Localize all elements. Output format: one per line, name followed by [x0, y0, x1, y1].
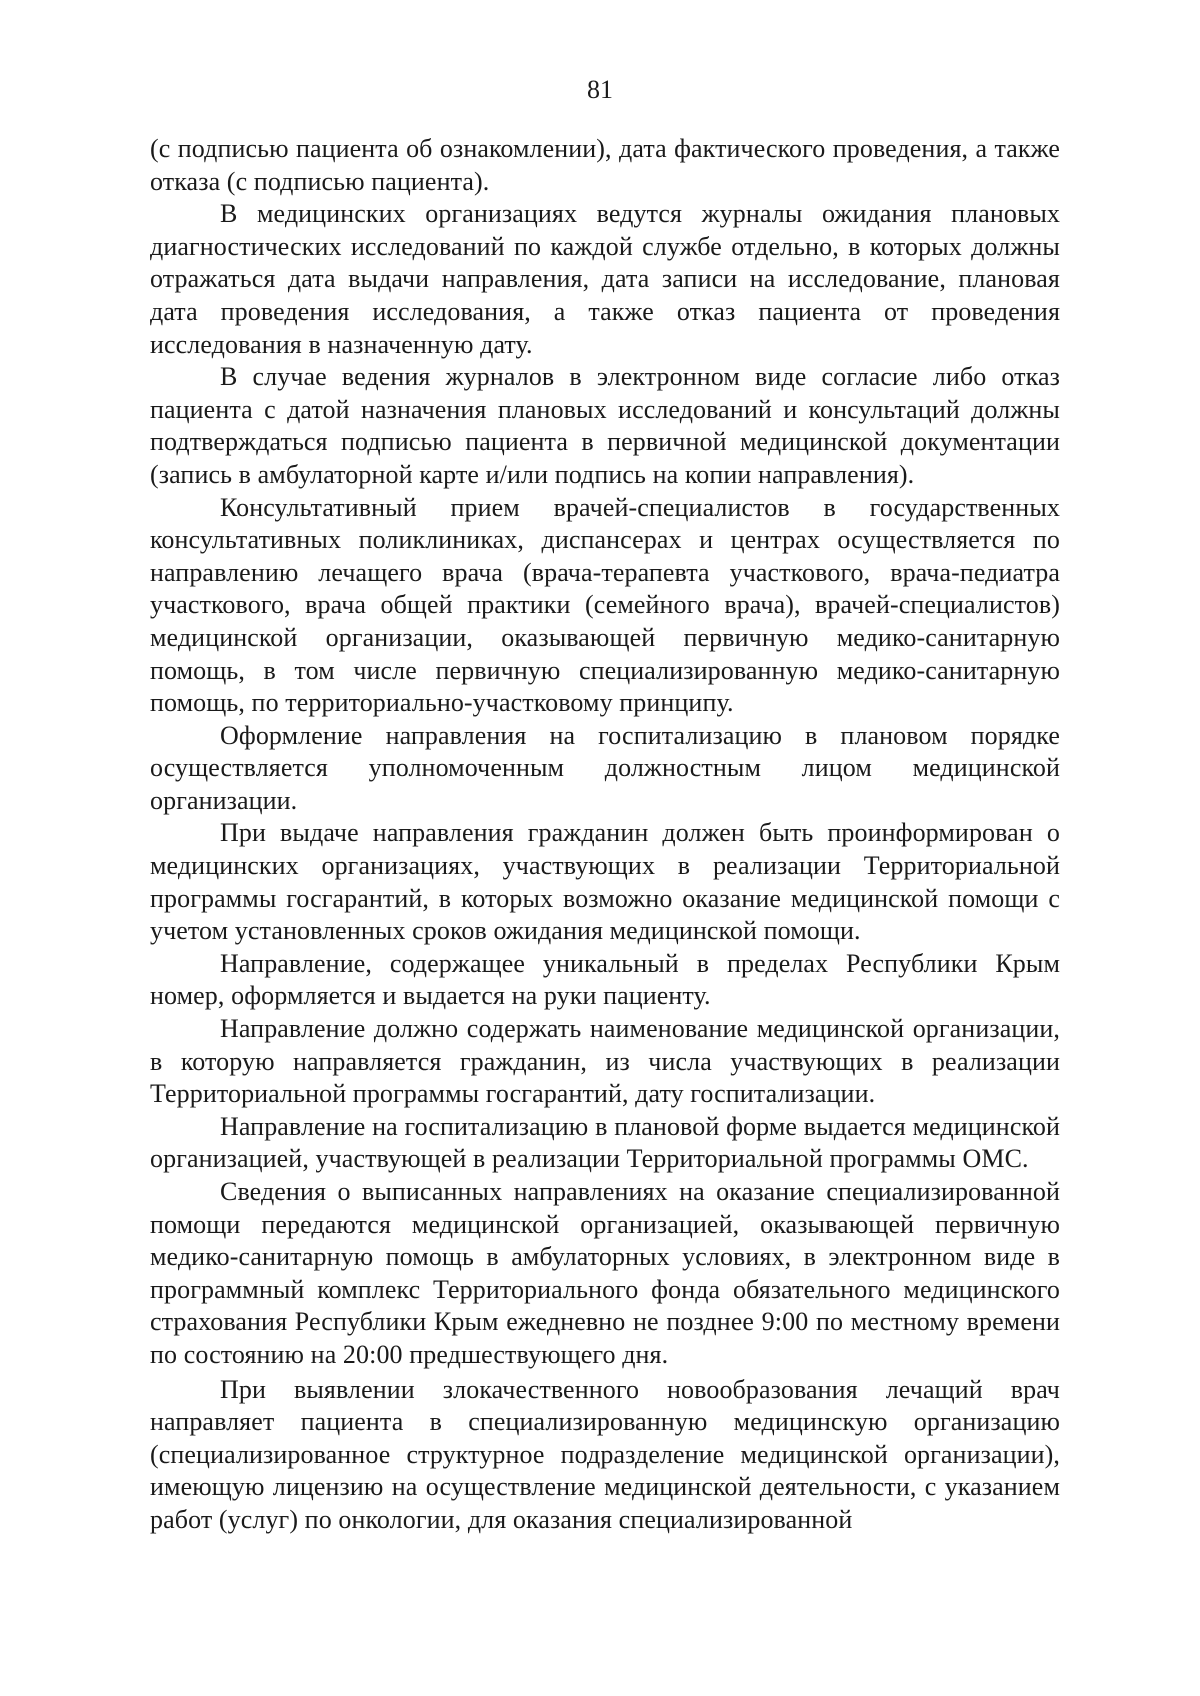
- paragraph-9: Направление на госпитализацию в плановой форме выдается медицинской организацией, участвующей в реализации Территориальной программы ОМС.: [150, 1111, 1060, 1174]
- paragraph-7: Направление, содержащее уникальный в пределах Республики Крым номер, оформляется и выдается на руки пациенту.: [150, 948, 1060, 1011]
- paragraph-4: Консультативный прием врачей-специалистов в государственных консультативных поликлиниках, диспансерах и центрах осуществляется по направлению лечащего врача (врача-терапевта участкового, врача-педиатра участкового, врача общей практики (семейного врача), врачей-специалистов) медицинской организации, оказывающей первичную медико-санитарную помощь, в том числе первичную специализированную медико-санитарную помощь, по территориально-участковому принципу.: [150, 492, 1060, 718]
- paragraph-1: (с подписью пациента об ознакомлении), дата фактического проведения, а также отказа (с подписью пациента).: [150, 134, 1060, 196]
- page-number: 81: [587, 75, 613, 104]
- paragraph-3: В случае ведения журналов в электронном виде согласие либо отказ пациента с датой назначения плановых исследований и консультаций должны подтверждаться подписью пациента в первичной медицинской документации (запись в амбулаторной карте и/или подпись на копии направления).: [150, 362, 1060, 489]
- paragraph-11: При выявлении злокачественного новообразования лечащий врач направляет пациента в специализированную медицинскую организацию (специализированное структурное подразделение медицинской организации), имеющую лицензию на осуществление медицинской деятельности, с указанием работ (услуг) по онкологии, для оказания специализированной: [150, 1374, 1060, 1534]
- paragraph-10: Сведения о выписанных направлениях на оказание специализированной помощи передаются медицинской организацией, оказывающей первичную медико-санитарную помощь в амбулаторных условиях, в электронном виде в программный комплекс Территориального фонда обязательного медицинского страхования Республики Крым ежедневно не позднее 9:00 по местному времени по состоянию на 20:00 предшествующего дня.: [150, 1177, 1060, 1369]
- paragraph-6: При выдаче направления гражданин должен быть проинформирован о медицинских организациях, участвующих в реализации Территориальной программы госгарантий, в которых возможно оказание медицинской помощи с учетом установленных сроков ожидания медицинской помощи.: [150, 818, 1060, 946]
- paragraph-5: Оформление направления на госпитализацию в плановом порядке осуществляется уполномоченным должностным лицом медицинской организации.: [150, 720, 1060, 815]
- paragraph-8: Направление должно содержать наименование медицинской организации, в которую направляется гражданин, из числа участвующих в реализации Территориальной программы госгарантий, дату госпитализации.: [150, 1014, 1060, 1109]
- paragraph-2: В медицинских организациях ведутся журналы ожидания плановых диагностических исследований по каждой службе отдельно, в которых должны отражаться дата выдачи направления, дата записи на исследование, плановая дата проведения исследования, а также отказ пациента от проведения исследования в назначенную дату.: [150, 199, 1060, 359]
- document-body: [150, 133, 1060, 1537]
